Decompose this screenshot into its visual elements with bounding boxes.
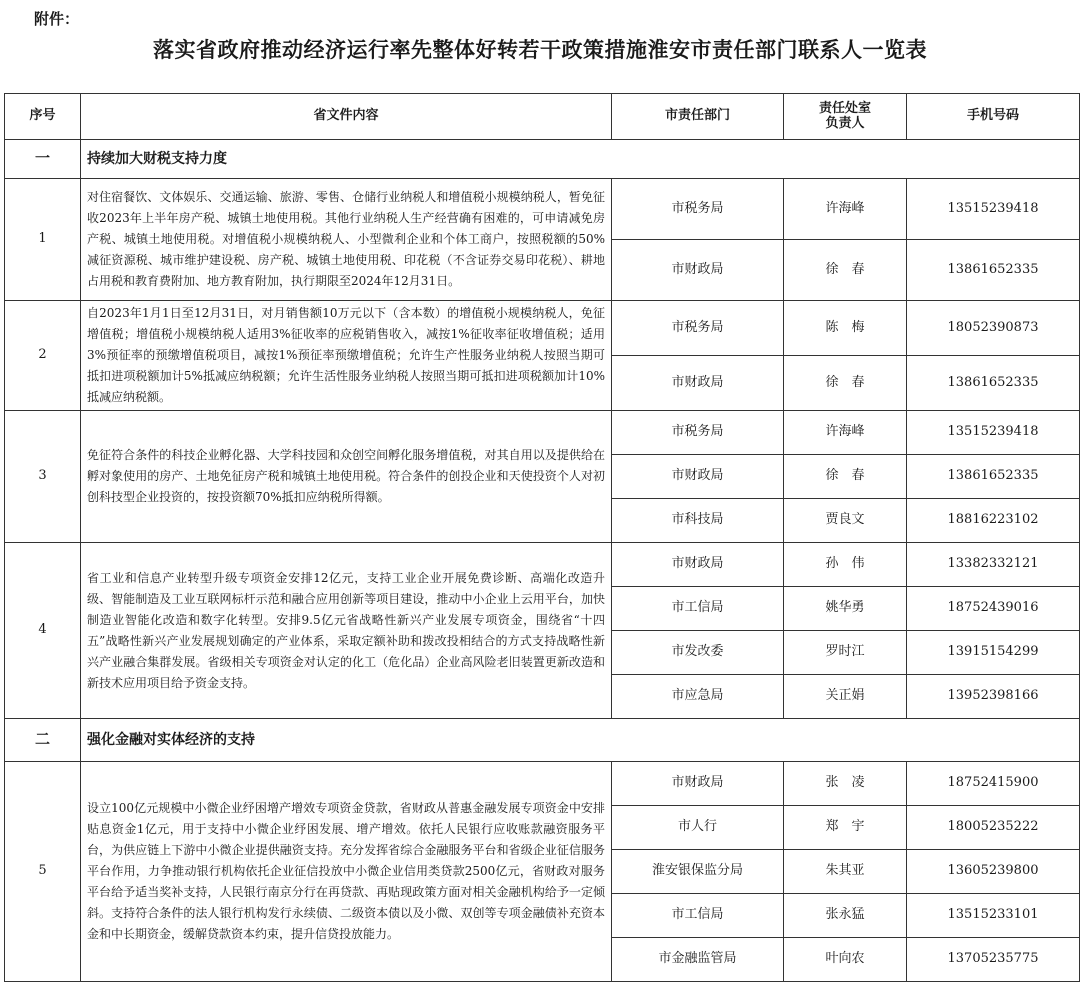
attachment-label: 附件： [34,10,80,28]
person-cell: 叶向农 [784,938,907,982]
table-header-row [5,94,1080,140]
item-content: 省工业和信息产业转型升级专项资金安排12亿元，支持工业企业开展免费诊断、高端化改造升级、智能制造及工业互联网标杆示范和融合应用创新等项目建设，推动中小企业上云用平台，加快制造业智能化改造和数字化转型。安排9.5亿元省战略性新兴产业发展专项资金，围绕省“十四五”战略性新兴产业发展规划确定的产业体系，采取定额补助和拨改投相结合的方式支持战略性新兴产业融合集群发展。省级相关专项资金对认定的化工（危化品）企业高风险老旧装置更新改造和新技术应用项目给予资金支持。 [81,543,612,719]
item-number: 4 [5,543,81,719]
person-cell: 许海峰 [784,179,907,240]
phone-cell: 18005235222 [907,806,1080,850]
person-cell: 徐 春 [784,240,907,301]
dept-cell: 市税务局 [612,411,784,455]
item-content: 设立100亿元规模中小微企业纾困增产增效专项资金贷款，省财政从普惠金融发展专项资金中安排贴息资金1亿元，用于支持中小微企业纾困发展、增产增效。依托人民银行应收账款融资服务平台，为供应链上下游中小微企业提供融资支持。充分发挥省综合金融服务平台和省级企业征信服务平台作用，力争推动银行机构依托企业征信投放中小微企业信用类贷款2500亿元，省财政对服务平台给予适当奖补支持，人民银行南京分行在再贷款、再贴现政策方面对相关金融机构给予一定倾斜。支持符合条件的法人银行机构发行永续债、二级资本债以及小微、双创等专项金融债补充资本金和中长期资金，缓解贷款资本约束，提升信贷投放能力。 [81,762,612,982]
col-header-dept: 市责任部门 [612,94,784,140]
phone-cell: 13515239418 [907,411,1080,455]
phone-cell: 13515233101 [907,894,1080,938]
col-header-content: 省文件内容 [81,94,612,140]
col-header-phone: 手机号码 [907,94,1080,140]
dept-cell: 市科技局 [612,499,784,543]
dept-cell: 市财政局 [612,356,784,411]
dept-cell: 市金融监管局 [612,938,784,982]
section-title: 强化金融对实体经济的支持 [81,719,1080,762]
col-header-person-line1: 责任处室 [818,100,871,116]
item-number: 5 [5,762,81,982]
item-content: 自2023年1月1日至12月31日，对月销售额10万元以下（含本数）的增值税小规模纳税人，免征增值税；增值税小规模纳税人适用3%征收率的应税销售收入，减按1%征收率征收增值税；适用3%预征率的预缴增值税项目，减按1%预征率预缴增值税；允许生产性服务业纳税人按照当期可抵扣进项税额加计5%抵减应纳税额；允许生活性服务业纳税人按照当期可抵扣进项税额加计10%抵减应纳税额。 [81,301,612,411]
item-content: 对住宿餐饮、文体娱乐、交通运输、旅游、零售、仓储行业纳税人和增值税小规模纳税人，暂免征收2023年上半年房产税、城镇土地使用税。其他行业纳税人生产经营确有困难的，可申请减免房产税、城镇土地使用税。对增值税小规模纳税人、小型微利企业和个体工商户，按照税额的50%减征资源税、城市维护建设税、房产税、城镇土地使用税、印花税（不含证券交易印花税）、耕地占用税和教育费附加、地方教育附加，执行期限至2024年12月31日。 [81,179,612,301]
dept-cell: 市应急局 [612,675,784,719]
phone-cell: 18752439016 [907,587,1080,631]
person-cell: 关正娟 [784,675,907,719]
phone-cell: 13861652335 [907,240,1080,301]
dept-cell: 市人行 [612,806,784,850]
section-number: 一 [5,140,81,179]
person-cell: 徐 春 [784,356,907,411]
dept-cell: 市工信局 [612,894,784,938]
person-cell: 张 凌 [784,762,907,806]
dept-cell: 市工信局 [612,587,784,631]
phone-cell: 13915154299 [907,631,1080,675]
phone-cell: 13705235775 [907,938,1080,982]
dept-cell: 市财政局 [612,543,784,587]
person-cell: 郑 宇 [784,806,907,850]
phone-cell: 18052390873 [907,301,1080,356]
person-cell: 罗时江 [784,631,907,675]
dept-cell: 淮安银保监分局 [612,850,784,894]
phone-cell: 13515239418 [907,179,1080,240]
person-cell: 陈 梅 [784,301,907,356]
section-title: 持续加大财税支持力度 [81,140,1080,179]
phone-cell: 13382332121 [907,543,1080,587]
phone-cell: 18752415900 [907,762,1080,806]
col-header-person-line2: 负责人 [825,115,865,131]
person-cell: 许海峰 [784,411,907,455]
section-number: 二 [5,719,81,762]
dept-cell: 市财政局 [612,762,784,806]
table-row [5,762,1080,806]
item-number: 3 [5,411,81,543]
table-row [5,301,1080,356]
section-row [5,719,1080,762]
table-row [5,411,1080,455]
person-cell: 徐 春 [784,455,907,499]
item-number: 1 [5,179,81,301]
table-row [5,543,1080,587]
contact-table [4,93,1080,982]
person-cell: 朱其亚 [784,850,907,894]
dept-cell: 市财政局 [612,240,784,301]
table-row [5,179,1080,240]
phone-cell: 13605239800 [907,850,1080,894]
phone-cell: 13861652335 [907,356,1080,411]
person-cell: 孙 伟 [784,543,907,587]
col-header-no: 序号 [5,94,81,140]
col-header-person [784,94,907,140]
person-cell: 张永猛 [784,894,907,938]
phone-cell: 18816223102 [907,499,1080,543]
item-number: 2 [5,301,81,411]
dept-cell: 市税务局 [612,301,784,356]
dept-cell: 市发改委 [612,631,784,675]
person-cell: 贾良文 [784,499,907,543]
phone-cell: 13861652335 [907,455,1080,499]
person-cell: 姚华勇 [784,587,907,631]
item-content: 免征符合条件的科技企业孵化器、大学科技园和众创空间孵化服务增值税，对其自用以及提供给在孵对象使用的房产、土地免征房产税和城镇土地使用税。符合条件的创投企业和天使投资个人对初创科技型企业投资的，按投资额70%抵扣应纳税所得额。 [81,411,612,543]
phone-cell: 13952398166 [907,675,1080,719]
document-title: 落实省政府推动经济运行率先整体好转若干政策措施淮安市责任部门联系人一览表 [153,37,927,62]
dept-cell: 市税务局 [612,179,784,240]
section-row [5,140,1080,179]
dept-cell: 市财政局 [612,455,784,499]
